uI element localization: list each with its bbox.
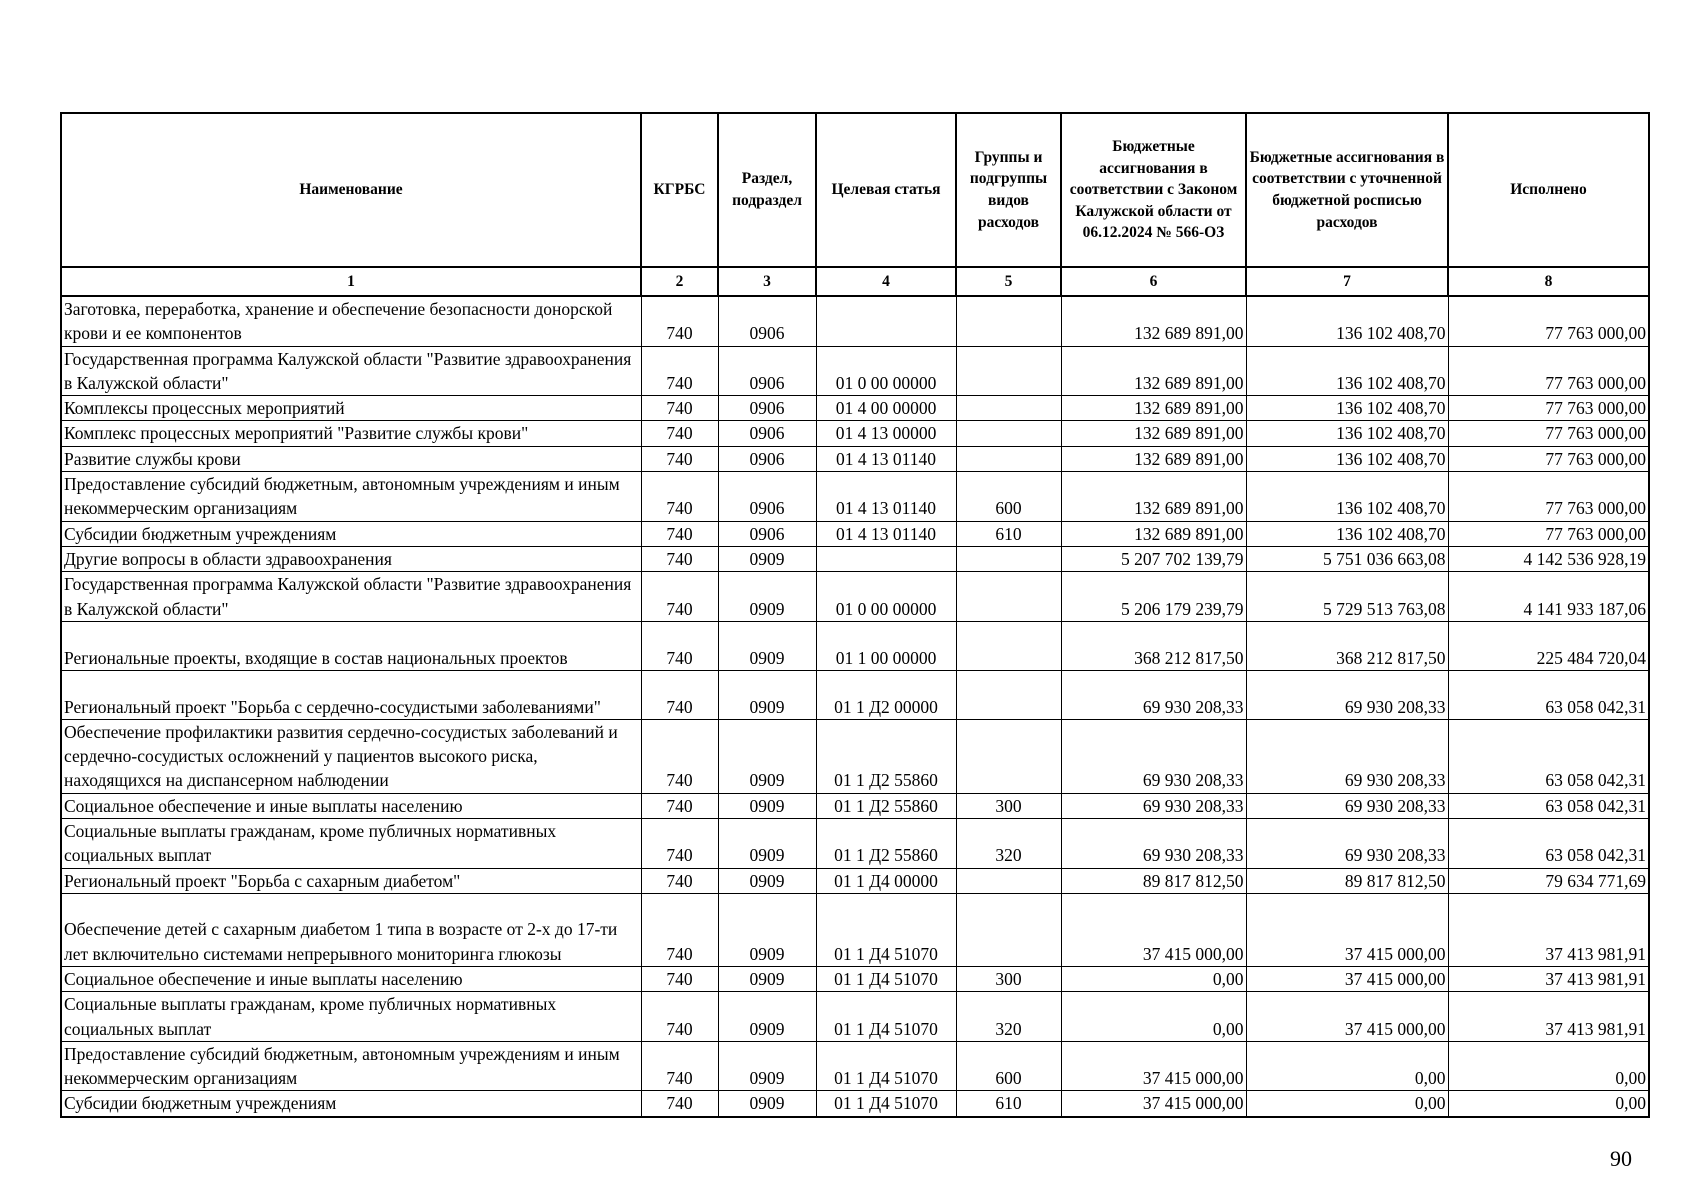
row-law-amount: 132 689 891,00 [1061,472,1246,522]
row-kgrbs: 740 [641,1091,718,1117]
table-row [61,992,1649,1042]
row-section: 0909 [718,670,816,719]
row-name: Субсидии бюджетным учреждениям [61,521,641,546]
row-name: Развитие службы крови [61,446,641,471]
row-kgrbs: 740 [641,296,718,346]
row-section: 0906 [718,446,816,471]
row-name: Другие вопросы в области здравоохранения [61,546,641,571]
row-law-amount: 69 930 208,33 [1061,719,1246,793]
row-kgrbs: 740 [641,521,718,546]
row-law-amount: 5 207 702 139,79 [1061,546,1246,571]
row-refined-amount: 69 930 208,33 [1246,670,1448,719]
row-group: 610 [956,521,1061,546]
row-kgrbs: 740 [641,719,718,793]
row-law-amount: 5 206 179 239,79 [1061,572,1246,622]
row-law-amount: 132 689 891,00 [1061,296,1246,346]
row-kgrbs: 740 [641,868,718,893]
row-target: 01 4 13 01140 [816,521,956,546]
row-law-amount: 0,00 [1061,992,1246,1042]
budget-table [60,112,1650,1118]
row-group [956,546,1061,571]
row-name: Государственная программа Калужской области "Развитие здравоохранения в Калужской области" [61,572,641,622]
row-executed-amount: 77 763 000,00 [1448,472,1649,522]
table-row [61,396,1649,421]
table-row [61,719,1649,793]
row-section: 0909 [718,819,816,869]
row-target: 01 1 Д2 55860 [816,793,956,818]
row-group: 320 [956,819,1061,869]
row-section: 0906 [718,346,816,396]
column-number: 1 [61,267,641,296]
row-group [956,446,1061,471]
row-target [816,546,956,571]
row-executed-amount: 63 058 042,31 [1448,819,1649,869]
row-group: 320 [956,992,1061,1042]
row-law-amount: 37 415 000,00 [1061,1041,1246,1091]
row-refined-amount: 5 729 513 763,08 [1246,572,1448,622]
row-refined-amount: 37 415 000,00 [1246,966,1448,991]
row-target: 01 1 Д4 51070 [816,992,956,1042]
row-target: 01 4 13 00000 [816,421,956,446]
row-kgrbs: 740 [641,992,718,1042]
row-target: 01 0 00 00000 [816,346,956,396]
column-number: 8 [1448,267,1649,296]
row-name: Предоставление субсидий бюджетным, автономным учреждениям и иным некоммерческим организациям [61,1041,641,1091]
row-target: 01 4 00 00000 [816,396,956,421]
table-row [61,966,1649,991]
row-refined-amount: 37 415 000,00 [1246,992,1448,1042]
row-group: 600 [956,1041,1061,1091]
row-law-amount: 37 415 000,00 [1061,893,1246,966]
row-section: 0906 [718,396,816,421]
row-target: 01 1 Д4 00000 [816,868,956,893]
row-group: 610 [956,1091,1061,1117]
row-name: Региональный проект "Борьба с сердечно-сосудистыми заболеваниями" [61,670,641,719]
row-law-amount: 0,00 [1061,966,1246,991]
row-group [956,621,1061,670]
row-section: 0909 [718,868,816,893]
row-executed-amount: 4 142 536 928,19 [1448,546,1649,571]
row-section: 0909 [718,621,816,670]
row-group [956,572,1061,622]
header-groups: Группы и подгруппы видов расходов [956,113,1061,267]
row-target: 01 1 Д4 51070 [816,1041,956,1091]
column-number: 2 [641,267,718,296]
row-executed-amount: 63 058 042,31 [1448,719,1649,793]
column-number: 7 [1246,267,1448,296]
row-executed-amount: 77 763 000,00 [1448,421,1649,446]
row-law-amount: 69 930 208,33 [1061,793,1246,818]
row-section: 0906 [718,472,816,522]
row-kgrbs: 740 [641,472,718,522]
row-section: 0909 [718,966,816,991]
row-section: 0909 [718,1041,816,1091]
row-section: 0906 [718,421,816,446]
row-kgrbs: 740 [641,893,718,966]
header-name: Наименование [61,113,641,267]
row-executed-amount: 63 058 042,31 [1448,793,1649,818]
row-section: 0909 [718,572,816,622]
row-kgrbs: 740 [641,621,718,670]
header-row [61,113,1649,267]
row-executed-amount: 63 058 042,31 [1448,670,1649,719]
column-number-row [61,267,1649,296]
row-law-amount: 132 689 891,00 [1061,446,1246,471]
row-group: 300 [956,793,1061,818]
row-name: Региональный проект "Борьба с сахарным диабетом" [61,868,641,893]
table-row [61,1091,1649,1117]
row-executed-amount: 0,00 [1448,1091,1649,1117]
table-row [61,446,1649,471]
row-target: 01 1 Д4 51070 [816,966,956,991]
column-number: 4 [816,267,956,296]
row-refined-amount: 37 415 000,00 [1246,893,1448,966]
row-target: 01 1 Д4 51070 [816,893,956,966]
row-refined-amount: 136 102 408,70 [1246,346,1448,396]
header-target: Целевая статья [816,113,956,267]
row-executed-amount: 37 413 981,91 [1448,966,1649,991]
row-name: Государственная программа Калужской области "Развитие здравоохранения в Калужской области" [61,346,641,396]
row-section: 0909 [718,992,816,1042]
row-group [956,670,1061,719]
row-executed-amount: 77 763 000,00 [1448,396,1649,421]
table-row [61,621,1649,670]
row-law-amount: 132 689 891,00 [1061,346,1246,396]
row-executed-amount: 77 763 000,00 [1448,521,1649,546]
row-refined-amount: 136 102 408,70 [1246,472,1448,522]
row-target: 01 4 13 01140 [816,446,956,471]
row-refined-amount: 69 930 208,33 [1246,719,1448,793]
row-refined-amount: 136 102 408,70 [1246,396,1448,421]
row-kgrbs: 740 [641,966,718,991]
row-refined-amount: 368 212 817,50 [1246,621,1448,670]
header-section: Раздел, подраздел [718,113,816,267]
row-law-amount: 368 212 817,50 [1061,621,1246,670]
row-group [956,396,1061,421]
row-executed-amount: 77 763 000,00 [1448,296,1649,346]
row-refined-amount: 136 102 408,70 [1246,521,1448,546]
row-law-amount: 89 817 812,50 [1061,868,1246,893]
table-row [61,819,1649,869]
page-number: 90 [1610,1146,1632,1171]
row-target: 01 1 Д2 55860 [816,719,956,793]
row-kgrbs: 740 [641,396,718,421]
row-section: 0909 [718,1091,816,1117]
row-group [956,719,1061,793]
row-name: Региональные проекты, входящие в состав национальных проектов [61,621,641,670]
row-section: 0909 [718,719,816,793]
table-row [61,546,1649,571]
column-number: 3 [718,267,816,296]
table-row [61,472,1649,522]
row-refined-amount: 89 817 812,50 [1246,868,1448,893]
row-name: Комплексы процессных мероприятий [61,396,641,421]
table-row [61,670,1649,719]
row-name: Социальные выплаты гражданам, кроме публичных нормативных социальных выплат [61,819,641,869]
row-law-amount: 69 930 208,33 [1061,819,1246,869]
row-target: 01 1 Д2 00000 [816,670,956,719]
row-kgrbs: 740 [641,819,718,869]
table-row [61,296,1649,346]
row-law-amount: 132 689 891,00 [1061,521,1246,546]
row-executed-amount: 0,00 [1448,1041,1649,1091]
row-group [956,868,1061,893]
row-name: Обеспечение профилактики развития сердечно-сосудистых заболеваний и сердечно-сосудистых осложнений у пациентов высокого риска, находящихся на диспансерном наблюдении [61,719,641,793]
column-number: 6 [1061,267,1246,296]
row-refined-amount: 0,00 [1246,1041,1448,1091]
row-group [956,893,1061,966]
row-refined-amount: 0,00 [1246,1091,1448,1117]
row-kgrbs: 740 [641,670,718,719]
header-kgrbs: КГРБС [641,113,718,267]
table-row [61,793,1649,818]
row-target: 01 1 Д4 51070 [816,1091,956,1117]
row-section: 0909 [718,546,816,571]
row-kgrbs: 740 [641,421,718,446]
row-group [956,296,1061,346]
row-name: Заготовка, переработка, хранение и обеспечение безопасности донорской крови и ее компонентов [61,296,641,346]
row-target: 01 1 00 00000 [816,621,956,670]
row-group [956,346,1061,396]
row-group: 300 [956,966,1061,991]
row-section: 0909 [718,893,816,966]
row-kgrbs: 740 [641,572,718,622]
row-kgrbs: 740 [641,793,718,818]
row-target: 01 1 Д2 55860 [816,819,956,869]
row-name: Обеспечение детей с сахарным диабетом 1 типа в возрасте от 2-х до 17-ти лет включительно системами непрерывного мониторинга глюкозы [61,893,641,966]
row-kgrbs: 740 [641,1041,718,1091]
row-group [956,421,1061,446]
row-kgrbs: 740 [641,546,718,571]
row-name: Социальное обеспечение и иные выплаты населению [61,966,641,991]
row-refined-amount: 136 102 408,70 [1246,296,1448,346]
row-refined-amount: 5 751 036 663,08 [1246,546,1448,571]
row-executed-amount: 77 763 000,00 [1448,346,1649,396]
table-row [61,893,1649,966]
column-number: 5 [956,267,1061,296]
row-group: 600 [956,472,1061,522]
row-refined-amount: 69 930 208,33 [1246,793,1448,818]
row-law-amount: 132 689 891,00 [1061,421,1246,446]
row-section: 0906 [718,521,816,546]
header-executed: Исполнено [1448,113,1649,267]
row-executed-amount: 4 141 933 187,06 [1448,572,1649,622]
row-section: 0906 [718,296,816,346]
row-executed-amount: 37 413 981,91 [1448,893,1649,966]
row-refined-amount: 136 102 408,70 [1246,446,1448,471]
table-row [61,521,1649,546]
row-name: Комплекс процессных мероприятий "Развитие службы крови" [61,421,641,446]
row-kgrbs: 740 [641,346,718,396]
row-kgrbs: 740 [641,446,718,471]
header-refined: Бюджетные ассигнования в соответствии с уточненной бюджетной росписью расходов [1246,113,1448,267]
row-law-amount: 132 689 891,00 [1061,396,1246,421]
row-name: Социальные выплаты гражданам, кроме публичных нормативных социальных выплат [61,992,641,1042]
row-name: Предоставление субсидий бюджетным, автономным учреждениям и иным некоммерческим организациям [61,472,641,522]
table-row [61,421,1649,446]
row-target: 01 0 00 00000 [816,572,956,622]
row-section: 0909 [718,793,816,818]
row-executed-amount: 79 634 771,69 [1448,868,1649,893]
table-row [61,346,1649,396]
row-law-amount: 37 415 000,00 [1061,1091,1246,1117]
table-row [61,572,1649,622]
row-name: Субсидии бюджетным учреждениям [61,1091,641,1117]
row-refined-amount: 136 102 408,70 [1246,421,1448,446]
row-target [816,296,956,346]
table-row [61,868,1649,893]
row-executed-amount: 37 413 981,91 [1448,992,1649,1042]
row-law-amount: 69 930 208,33 [1061,670,1246,719]
row-refined-amount: 69 930 208,33 [1246,819,1448,869]
header-law: Бюджетные ассигнования в соответствии с Законом Калужской области от 06.12.2024 № 566-ОЗ [1061,113,1246,267]
table-row [61,1041,1649,1091]
row-executed-amount: 225 484 720,04 [1448,621,1649,670]
row-name: Социальное обеспечение и иные выплаты населению [61,793,641,818]
row-executed-amount: 77 763 000,00 [1448,446,1649,471]
row-target: 01 4 13 01140 [816,472,956,522]
